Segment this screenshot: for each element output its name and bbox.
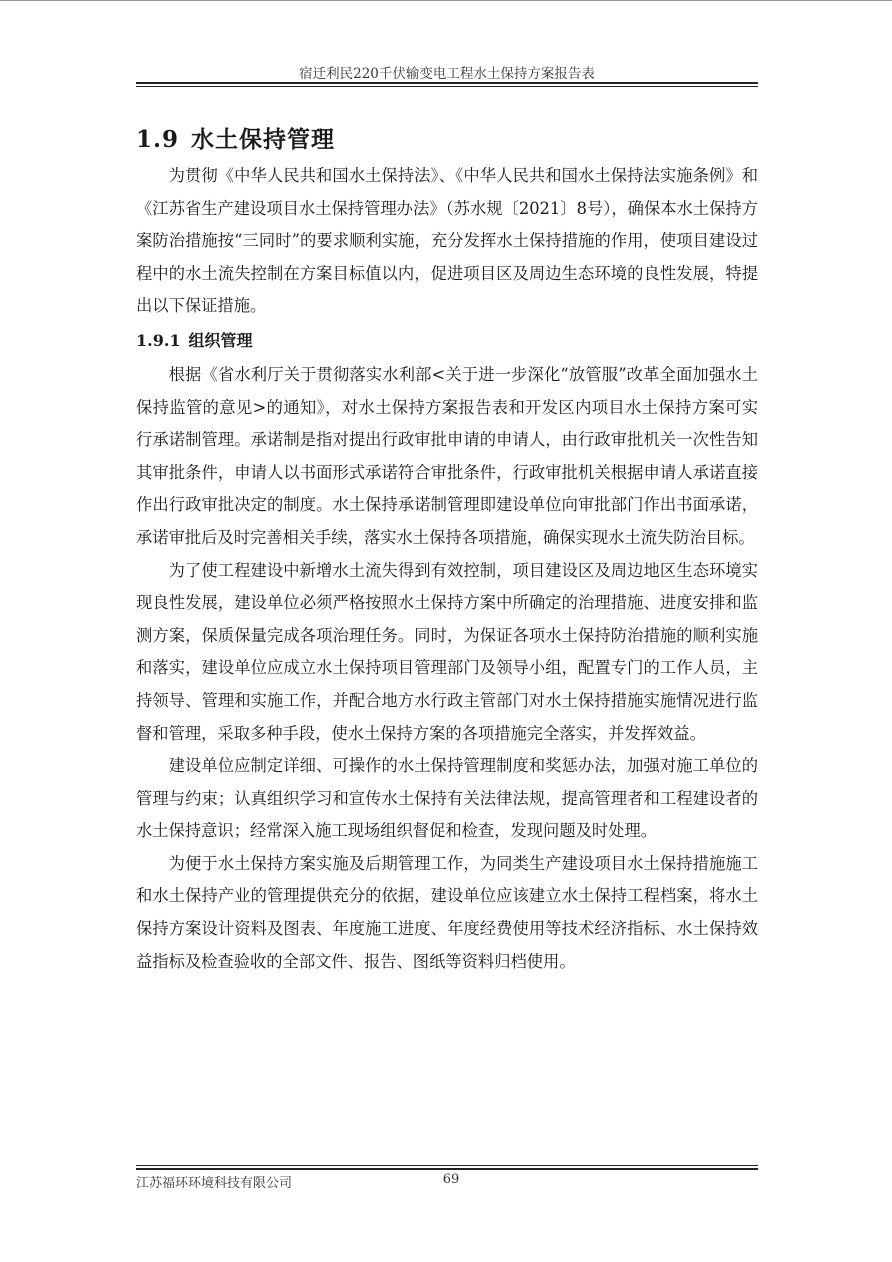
body-paragraph: 建设单位应制定详细、可操作的水土保持管理制度和奖惩办法，加强对施工单位的管理与约束；认真组织学习和宣传水土保持有关法律法规，提高管理者和工程建设者的水土保持意识；经常深入施工现场组织督促和检查，发现问题及时处理。 (136, 756, 758, 841)
section-intro-paragraph: 为贯彻《中华人民共和国水土保持法》、《中华人民共和国水土保持法实施条例》和《江苏省生产建设项目水土保持管理办法》（苏水规〔2021〕8号），确保本水土保持方案防治措施按“三同时”的要求顺利实施，充分发挥水土保持措施的作用，使项目建设过程中的水土流失控制在方案目标值以内，促进项目区及周边生态环境的良性发展，特提出以下保证措施。 (136, 166, 758, 316)
page-top-border (0, 0, 892, 1)
subsection-number: 1.9.1 (136, 330, 181, 350)
body-paragraph: 根据《省水利厅关于贯彻落实水利部<关于进一步深化“放管服”改革全面加强水土保持监管的意见>的通知》，对水土保持方案报告表和开发区内项目水土保持方案可实行承诺制管理。承诺制是指对提出行政审批申请的申请人，由行政审批机关一次性告知其审批条件，申请人以书面形式承诺符合审批条件，行政审批机关根据申请人承诺直接作出行政审批决定的制度。水土保持承诺制管理即建设单位向审批部门作出书面承诺，承诺审批后及时完善相关手续，落实水土保持各项措施，确保实现水土流失防治目标。 (136, 364, 758, 547)
header-rule (136, 82, 758, 84)
section-number: 1.9 (136, 126, 180, 153)
footer-rule (136, 1168, 758, 1170)
body-paragraph: 为了使工程建设中新增水土流失得到有效控制，项目建设区及周边地区生态环境实现良性发展，建设单位必须严格按照水土保持方案中所确定的治理措施、进度安排和监测方案，保质保量完成各项治理任务。同时，为保证各项水土保持防治措施的顺利实施和落实，建设单位应成立水土保持项目管理部门及领导小组，配置专门的工作人员，主持领导、管理和实施工作，并配合地方水行政主管部门对水土保持措施实施情况进行监督和管理，采取多种手段，使水土保持方案的各项措施完全落实，并发挥效益。 (136, 560, 758, 743)
body-paragraph: 为便于水土保持方案实施及后期管理工作，为同类生产建设项目水土保持措施施工和水土保持产业的管理提供充分的依据，建设单位应该建立水土保持工程档案，将水土保持方案设计资料及图表、年度施工进度、年度经费使用等技术经济指标、水土保持效益指标及检查验收的全部文件、报告、图纸等资料归档使用。 (136, 853, 758, 971)
footer-rule-thin (136, 1165, 758, 1166)
subsection-heading (136, 325, 758, 357)
section-heading (136, 122, 758, 158)
page-number: 69 (442, 1172, 460, 1187)
footer-company: 江苏福环环境科技有限公司 (136, 1176, 293, 1191)
page-content (136, 122, 758, 978)
subsection-title: 组织管理 (188, 330, 253, 350)
header-rule-thin (136, 86, 758, 87)
section-title: 水土保持管理 (191, 126, 336, 153)
page-header-title: 宿迁利民220千伏输变电工程水土保持方案报告表 (299, 66, 595, 82)
